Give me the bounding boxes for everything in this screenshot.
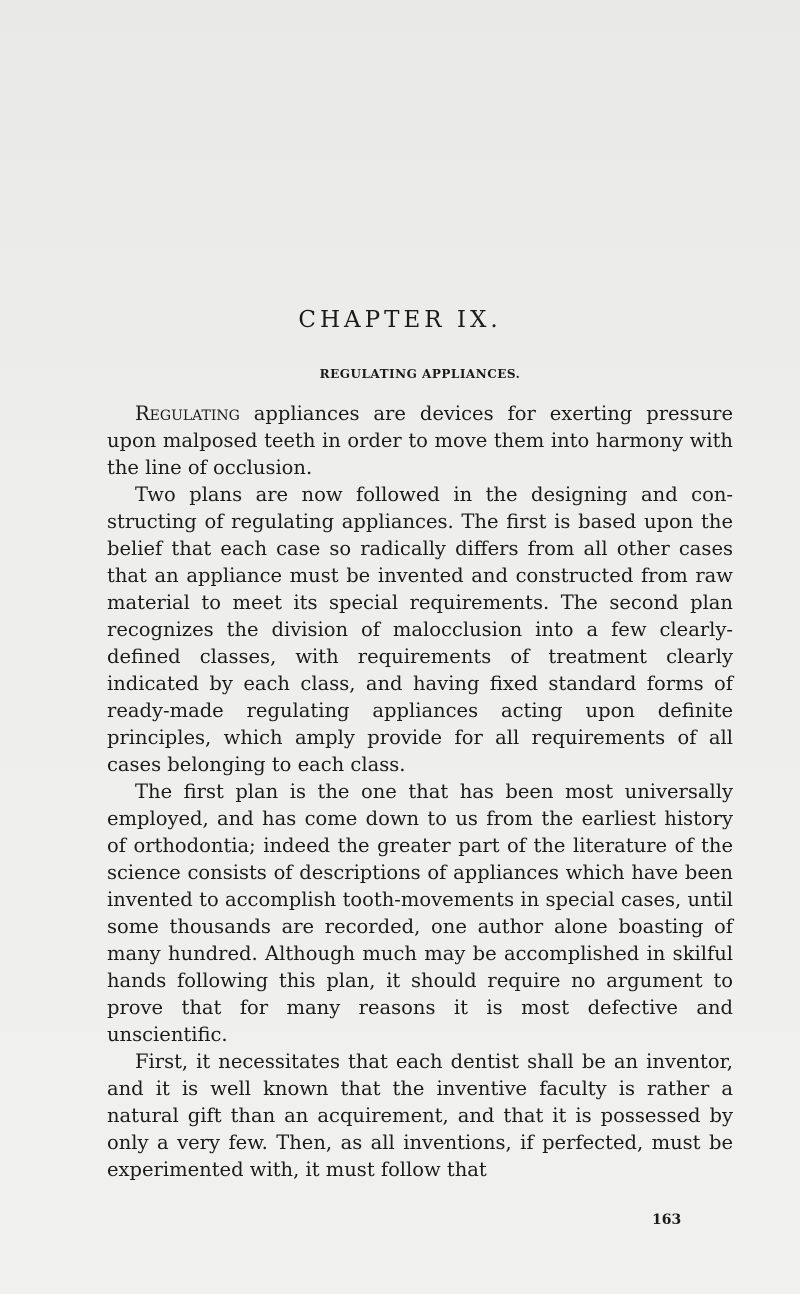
paragraph-4: First, it necessitates that each dentist shall be an inventor, and it is well known that the inventive faculty is rather a natural gift than an acquirement, and that it is possessed by only a very few. Then, as all inventions, if perfected, must be experimented with, it must follow that	[107, 1050, 733, 1181]
chapter-subtitle: REGULATING APPLIANCES.	[319, 367, 521, 381]
paragraph-3: The first plan is the one that has been most universally employed, and has come down to us from the earliest history of orthodontia; indeed the greater part of the literature of the science consists of descriptions of appliances which have been invented to accomplish tooth-movements in special cases, until some thousands are recorded, one author alone boasting of many hundred. Although much may be accomplished in skilful hands following this plan, it should require no argument to prove that for many reasons it is most defective and unscientific.	[107, 780, 733, 1046]
chapter-title: CHAPTER IX.	[298, 307, 502, 333]
page-number: 163	[652, 1212, 682, 1228]
paragraph-lead-word: Regulating	[135, 402, 240, 425]
paragraph-2: Two plans are now followed in the designing and constructing of regulating appliances. The first is based upon the belief that each case so radically differs from all other cases that an appliance must be invented and constructed from raw material to meet its special requirements. The second plan recognizes the division of malocclusion into a few clearly-defined classes, with requirements of treatment clearly indicated by each class, and having fixed standard forms of ready-made regulating appliances acting upon definite principles, which amply provide for all requirements of all cases belonging to each class.	[107, 483, 733, 776]
paragraph-1	[107, 400, 733, 481]
body-text	[107, 400, 733, 1183]
paragraph-1-text: appliances are devices for exerting pressure upon malposed teeth in order to move them into harmony with the line of occlusion.	[107, 402, 733, 479]
